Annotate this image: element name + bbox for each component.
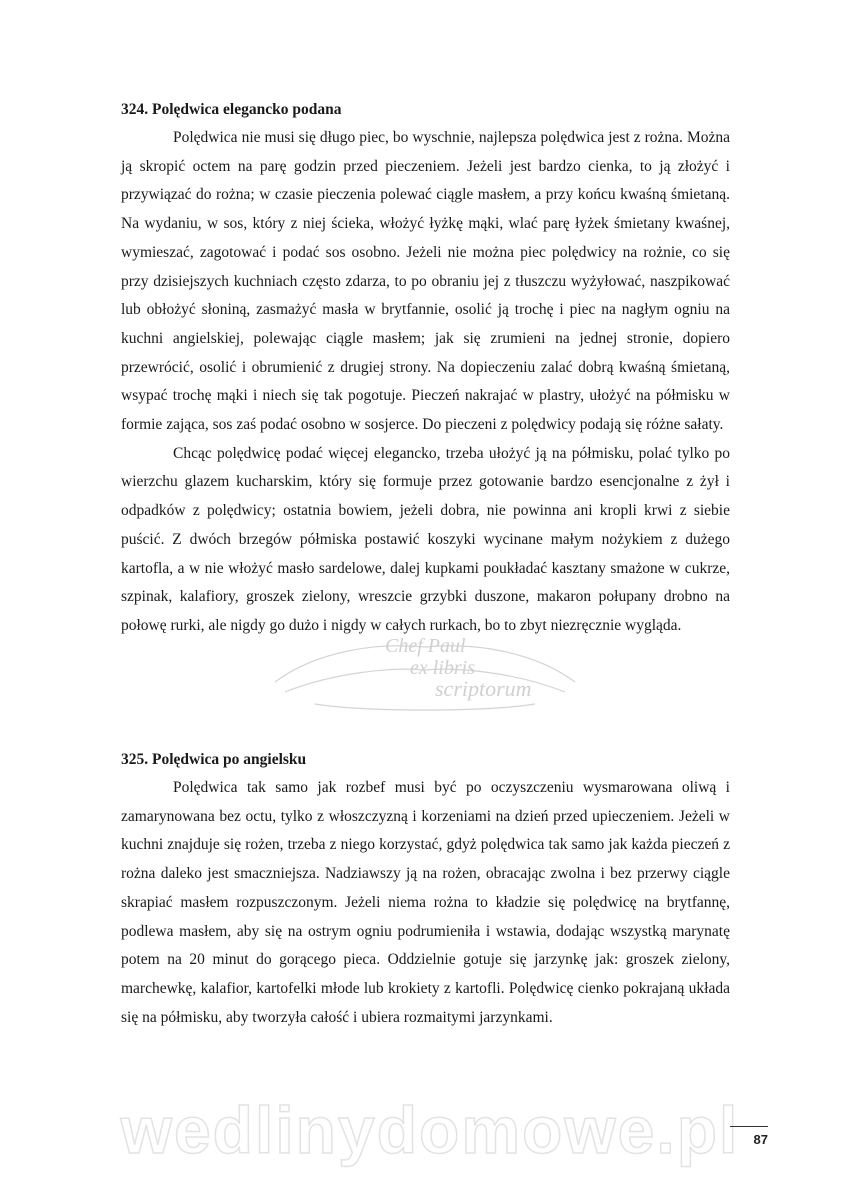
seal-text-mid: ex libris	[410, 657, 475, 679]
recipe-324-paragraph-1: Polędwica nie musi się długo piec, bo wyschnie, najlepsza polędwica jest z rożna. Można ją skropić octem na parę godzin przed pieczeniem. Jeżeli jest bardzo cienka, to ją złożyć i przywiązać do rożna; w czasie pieczenia polewać ciągle masłem, a przy końcu kwaśną śmietaną. Na wydaniu, w sos, który z niej ścieka, włożyć łyżkę mąki, wlać parę łyżek śmietany kwaśnej, wymieszać, zagotować i podać sos osobno. Jeżeli nie można piec polędwicy na rożnie, co się przy dzisiejszych kuchniach często zdarza, to po obraniu jej z tłuszczu wyżyłować, naszpikować lub obłożyć słoniną, zasmażyć masła w brytfannie, osolić ją trochę i piec na nagłym ogniu na kuchni angielskiej, polewając ciągle masłem; jak się zrumieni na jednej stronie, dopiero przewrócić, osolić i obrumienić z drugiej strony. Na dopieczeniu zalać dobrą kwaśną śmietaną, wsypać trochę mąki i niech się tak pogotuje. Pieczeń nakrajać w plastry, ułożyć na półmisku w formie zająca, sos zaś podać osobno w sosjerce. Do pieczeni z polędwicy podają się różne sałaty.	[121, 129, 730, 434]
page-number: 87	[753, 1132, 768, 1147]
recipe-325-title: 325. Polędwica po angielsku	[121, 751, 307, 768]
site-watermark-text: wedlinydomowe.pl	[120, 1093, 740, 1167]
seal-text-bottom: scriptorum	[435, 676, 532, 701]
recipe-324-paragraph-2: Chcąc polędwicę podać więcej elegancko, trzeba ułożyć ją na półmisku, polać tylko po wierzchu glazem kucharskim, który się formuje przez gotowanie bardzo esencjonalne z żył i odpadków z polędwicy; ostatnia bowiem, jeżeli dobra, nie powinna ani kropli krwi z siebie puścić. Z dwóch brzegów półmiska postawić koszyki wycinane małym nożykiem z dużego kartofla, a w nie włożyć masło sardelowe, dalej kupkami poukładać kasztany smażone w cukrze, szpinak, kalafiory, groszek zielony, wreszcie grzybki duszone, makaron połupany drobno na połowę rurki, ale nigdy go dużo i nigdy w całych rurkach, bo to zbyt niezręcznie wygląda.	[121, 444, 730, 634]
recipe-325-body	[121, 774, 730, 1032]
recipe-324-title: 324. Polędwica elegancko podana	[121, 101, 342, 118]
recipe-324-body	[121, 124, 730, 641]
footer-rule	[730, 1126, 768, 1127]
seal-text-top: Chef Paul	[385, 635, 466, 657]
recipe-325-paragraph-1: Polędwica tak samo jak rozbef musi być po oczyszczeniu wysmarowana oliwą i zamarynowana bez octu, tylko z włoszczyzną i korzeniami na dzień przed upieczeniem. Jeżeli w kuchni znajduje się rożen, trzeba z niego korzystać, gdyż polędwica tak samo jak każda pieczeń z rożna daleko jest smaczniejsza. Nadziawszy ją na rożen, obracając zwolna i bez przerwy ciągle skrapiać masłem rozpuszczonym. Jeżeli niema rożna to kładzie się polędwicę na brytfannę, podlewa masłem, aby się na ostrym ogniu podrumieniła i wstawia, dodając wszystką marynatę potem na 20 minut do gorącego pieca. Oddzielnie gotuje się jarzynkę jak: groszek zielony, marchewkę, kalafior, kartofelki młode lub krokiety z kartofli. Polędwicę cienko pokrajaną układa się na półmisku, aby tworzyła całość i ubiera rozmaitymi jarzynkami.	[121, 779, 730, 1026]
site-watermark	[110, 1087, 750, 1177]
